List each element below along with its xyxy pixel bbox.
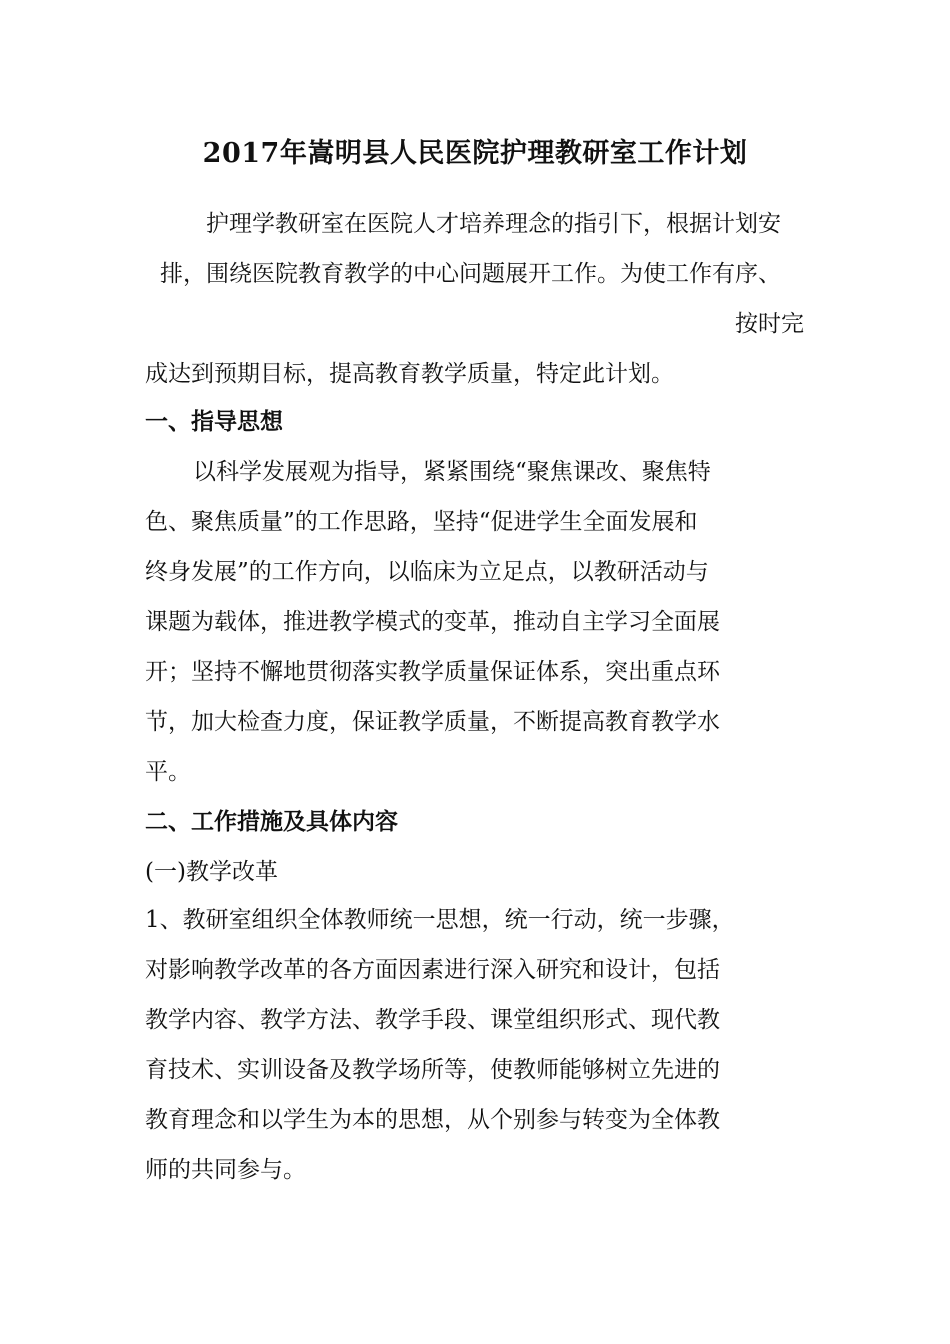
section-1-line: 平。 <box>145 759 191 785</box>
section-2-heading: 二、工作措施及具体内容 <box>145 808 398 835</box>
section-2-line: 对影响教学改革的各方面因素进行深入研究和设计，包括 <box>145 957 720 983</box>
section-2-line: 师的共同参与。 <box>145 1157 306 1183</box>
section-2-line: 教学内容、教学方法、教学手段、课堂组织形式、现代教 <box>145 1007 720 1033</box>
section-1-line: 以科学发展观为指导，紧紧围绕“聚焦课改、聚焦特 <box>193 459 711 485</box>
section-2-line: 1、教研室组织全体教师统一思想，统一行动，统一步骤， <box>145 907 735 933</box>
intro-line-3: 按时完 <box>735 311 804 337</box>
section-1-line: 色、聚焦质量”的工作思路，坚持“促进学生全面发展和 <box>145 509 698 535</box>
section-2-line: 教育理念和以学生为本的思想，从个别参与转变为全体教 <box>145 1107 720 1133</box>
section-1-line: 节，加大检查力度，保证教学质量，不断提高教育教学水 <box>145 709 720 735</box>
section-1-line: 开；坚持不懈地贯彻落实教学质量保证体系，突出重点环 <box>145 659 720 685</box>
section-2-subheading: (一)教学改革 <box>145 859 278 885</box>
intro-line-1: 护理学教研室在医院人才培养理念的指引下，根据计划安 <box>206 211 781 237</box>
intro-line-4: 成达到预期目标，提高教育教学质量，特定此计划。 <box>145 361 674 387</box>
intro-line-2: 排，围绕医院教育教学的中心问题展开工作。为使工作有序、 <box>160 261 781 287</box>
section-2-line: 育技术、实训设备及教学场所等，使教师能够树立先进的 <box>145 1057 720 1083</box>
document-title: 2017年嵩明县人民医院护理教研室工作计划 <box>202 138 748 169</box>
section-1-heading: 一、指导思想 <box>145 408 283 435</box>
section-1-line: 课题为载体，推进教学模式的变革，推动自主学习全面展 <box>145 609 720 635</box>
section-1-line: 终身发展”的工作方向，以临床为立足点，以教研活动与 <box>145 559 709 585</box>
